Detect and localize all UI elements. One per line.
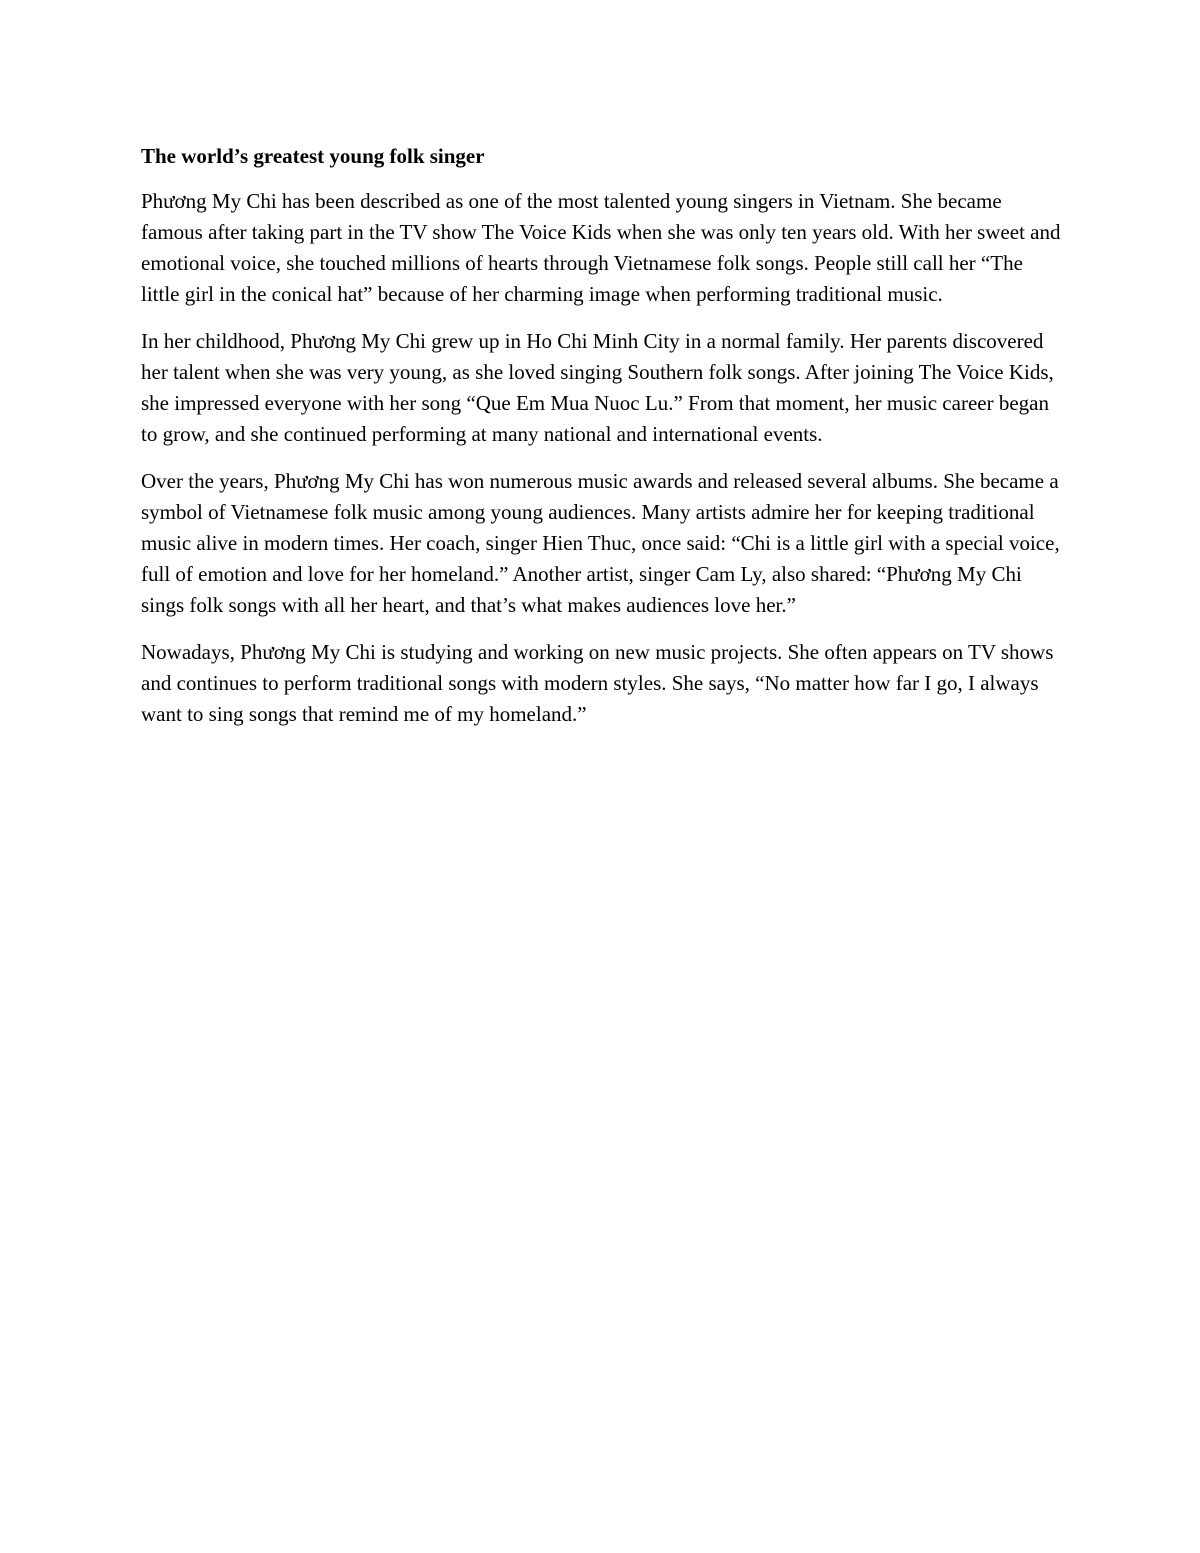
document-body	[141, 141, 1061, 746]
paragraph-childhood: In her childhood, Phương My Chi grew up in Ho Chi Minh City in a normal family. Her parents discovered her talent when she was very young, as she loved singing Southern folk songs. After joining The Voice Kids, she impressed everyone with her song “Que Em Mua Nuoc Lu.” From that moment, her music career began to grow, and she continued performing at many national and international events.	[141, 329, 1054, 446]
paragraph-career: Over the years, Phương My Chi has won numerous music awards and released several albums. She became a symbol of Vietnamese folk music among young audiences. Many artists admire her for keeping traditional music alive in modern times. Her coach, singer Hien Thuc, once said: “Chi is a little girl with a special voice, full of emotion and love for her homeland.” Another artist, singer Cam Ly, also shared: “Phương My Chi sings folk songs with all her heart, and that’s what makes audiences love her.”	[141, 469, 1060, 617]
document-title: The world’s greatest young folk singer	[141, 144, 485, 168]
paragraph-nowadays: Nowadays, Phương My Chi is studying and working on new music projects. She often appears on TV shows and continues to perform traditional songs with modern styles. She says, “No matter how far I go, I always want to sing songs that remind me of my homeland.”	[141, 640, 1054, 726]
paragraph-intro: Phương My Chi has been described as one of the most talented young singers in Vietnam. She became famous after taking part in the TV show The Voice Kids when she was only ten years old. With her sweet and emotional voice, she touched millions of hearts through Vietnamese folk songs. People still call her “The little girl in the conical hat” because of her charming image when performing traditional music.	[141, 189, 1061, 306]
